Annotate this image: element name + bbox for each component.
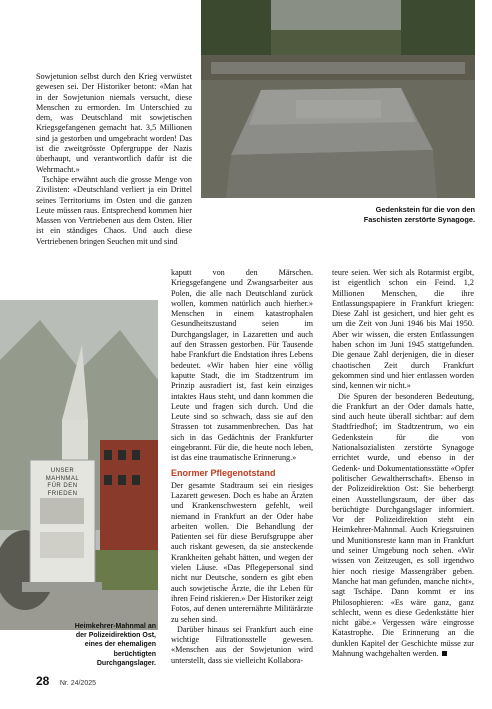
col2-paragraph-1: kaputt von den Märschen. Kriegsgefangene und Zwangsarbeiter aus Polen, die alle nach Deutschland zurück wollen, kommen natürlich auch hierher.» Menschen in einem katastrophalen Gesundheitszustand seien im Durchgangslager, in Lazaretten und auch auf den Strassen gestorben. Für Tausende habe Frankfurt die Endstation ihres Lebens bedeutet. «Wir haben hier eine völlig kaputte Stadt, die im Stadtzentrum im Prinzip ausradiert ist, fast kein einziges intaktes Haus steht, und dann kommen die Leute und fragen sich durch. Und die Leute sind so schwach, dass sie auf den Strassen tot zusammenbrechen. Das hat sich in das Gedächtnis der Frankfurter eingebrannt. Für die, die heute noch leben, ist das eine traumatische Erinnerung.» <box>171 268 313 463</box>
heimkehrer-memorial-photo <box>0 300 158 630</box>
article-end-mark <box>442 651 447 656</box>
memorial-inscription <box>30 468 95 498</box>
column-3-text <box>332 268 474 659</box>
synagogue-memorial-illustration <box>201 0 475 198</box>
inscription-line-3: FÜR DEN <box>47 483 78 489</box>
synagogue-memorial-photo <box>201 0 475 198</box>
column-1-text <box>36 72 192 247</box>
col1-paragraph-2: Tschäpe erwähnt auch die grosse Menge von Zivilisten: «Deutschland verliert ja ein Drittel seines Territoriums im Osten und die ganzen Leute müssen raus. Entsprechend kommen hier Massen von Vertriebenen aus dem Osten. Hier ist ein ständiges Chaos. Und auch diese Vertriebenen bringen Seuchen mit und sind <box>36 174 192 246</box>
synagogue-photo-caption <box>355 205 475 224</box>
issue-number: Nr. 24/2025 <box>59 680 97 687</box>
page-number: 28 <box>36 674 50 688</box>
col2-paragraph-2: Der gesamte Stadtraum sei ein riesiges Lazarett gewesen. Doch es habe an Ärzten und Krankenschwestern gefehlt, weil niemand in Frankfurt an der Oder habe arbeiten wollen. Die Behandlung der Patienten sei für diese Berufsgruppe aber auch riskant gewesen, da sie ansteckende Krankheiten gehabt hätten, und wegen der vielen Läuse. «Das Pflegepersonal sind nicht nur Deutsche, sondern es gibt eben auch sowjetische Ärzte, die ihr Leben für ihren Feind riskieren.» Der Historiker zeigt Fotos, auf denen unterernährte Militärärzte zu sehen sind. <box>171 480 313 624</box>
col3-paragraph-1: teure seien. Wer sich als Rotarmist ergibt, ist eigentlich schon ein Feind. 1,2 Millionen Menschen, die ihre Entlassungspapiere in Frankfurt kriegen: Diese Zahl ist gesichert, und hier geht es um die Zeit von Juni 1946 bis Mai 1950. Aber wir wissen, die ersten Entlassungen haben schon im Juni 1945 stattgefunden. Die genaue Zahl derjenigen, die in dieser chaotischen Zeit durch Frankfurt gekommen sind und hier entlassen worden sind, kennen wir nicht.» <box>332 268 474 391</box>
section-heading: Enormer Pflegenotstand <box>171 467 276 478</box>
col1-paragraph-1: Sowjetunion selbst durch den Krieg verwüstet gewesen sei. Der Historiker betont: «Man hat in der Sowjetunion niemals versucht, diese Menschen zu ermorden. Im Unterschied zu dem, was Deutschland mit sowjetischen Kriegsgefangenen gemacht hat. 3,5 Millionen sind ja gestorben und umgebracht worden! Das ist die zweitgrösste Opfergruppe der Nazis überhaupt, und verantwortlich dafür ist die Wehrmacht.» <box>36 72 192 174</box>
col3-paragraph-2-text: Die Spuren der besonderen Bedeutung, die Frankfurt an der Oder damals hatte, sind auch heute überall sichtbar: auf dem Stadtfriedhof; im Stadtzentrum, wo ein Gedenkstein für die von Nationalsozialisten zerstörte Synagoge errichtet wurde, und ebenso in der Gedenk- und Dokumentationsstätte «Opfer politischer Gewaltherrschaft». Ebenso in der Polizeidirektion Ost: Sie beherbergt einen Ausstellungsraum, der über das berüchtigte Durchgangslager informiert. Vor der Polizeidirektion steht ein Heimkehrer-Mahnmal. Auch Kriegsruinen und Munitionsreste kann man in Frankfurt und seiner Umgebung noch sehen. «Wir wissen von Zeitzeugen, es soll irgendwo hier noch riesige Massengräber geben. Manche hat man gefunden, manche nicht», sagt Tschäpe. Dann kommt er ins Philosophieren: «Es wäre ganz, ganz schlecht, wenn es diese Gedenkstätte hier nicht gäbe.» Vergessen wäre eingrosse Katastrophe. Die Erinnerung an die dunklen Kapitel der Geschichte müsse zur Mahnung wachgehalten werden. <box>332 391 474 658</box>
heimkehrer-memorial-illustration <box>0 300 158 630</box>
inscription-line-1: UNSER <box>50 468 75 474</box>
inscription-line-2: MAHNMAL <box>45 475 80 482</box>
synagogue-caption-text: Gedenkstein für die von den Faschisten zerstörte Synagoge. <box>363 205 475 224</box>
col2-paragraph-3: Darüber hinaus sei Frankfurt auch eine wichtige Filtrationsstelle gewesen. «Menschen aus der Sowjetunion wird unterstellt, dass sie vielleicht Kollabora- <box>171 624 313 665</box>
memorial-caption-text: Heimkehrer-Mahnmal an der Polizeidirektion Ost, eines der ehemaligen berüchtigten Durchgangslager. <box>74 623 156 667</box>
page-footer <box>36 672 336 688</box>
col3-paragraph-2 <box>332 392 474 660</box>
column-2-text <box>171 268 313 666</box>
inscription-line-4: FRIEDEN <box>47 490 78 497</box>
memorial-photo-caption <box>66 622 156 668</box>
